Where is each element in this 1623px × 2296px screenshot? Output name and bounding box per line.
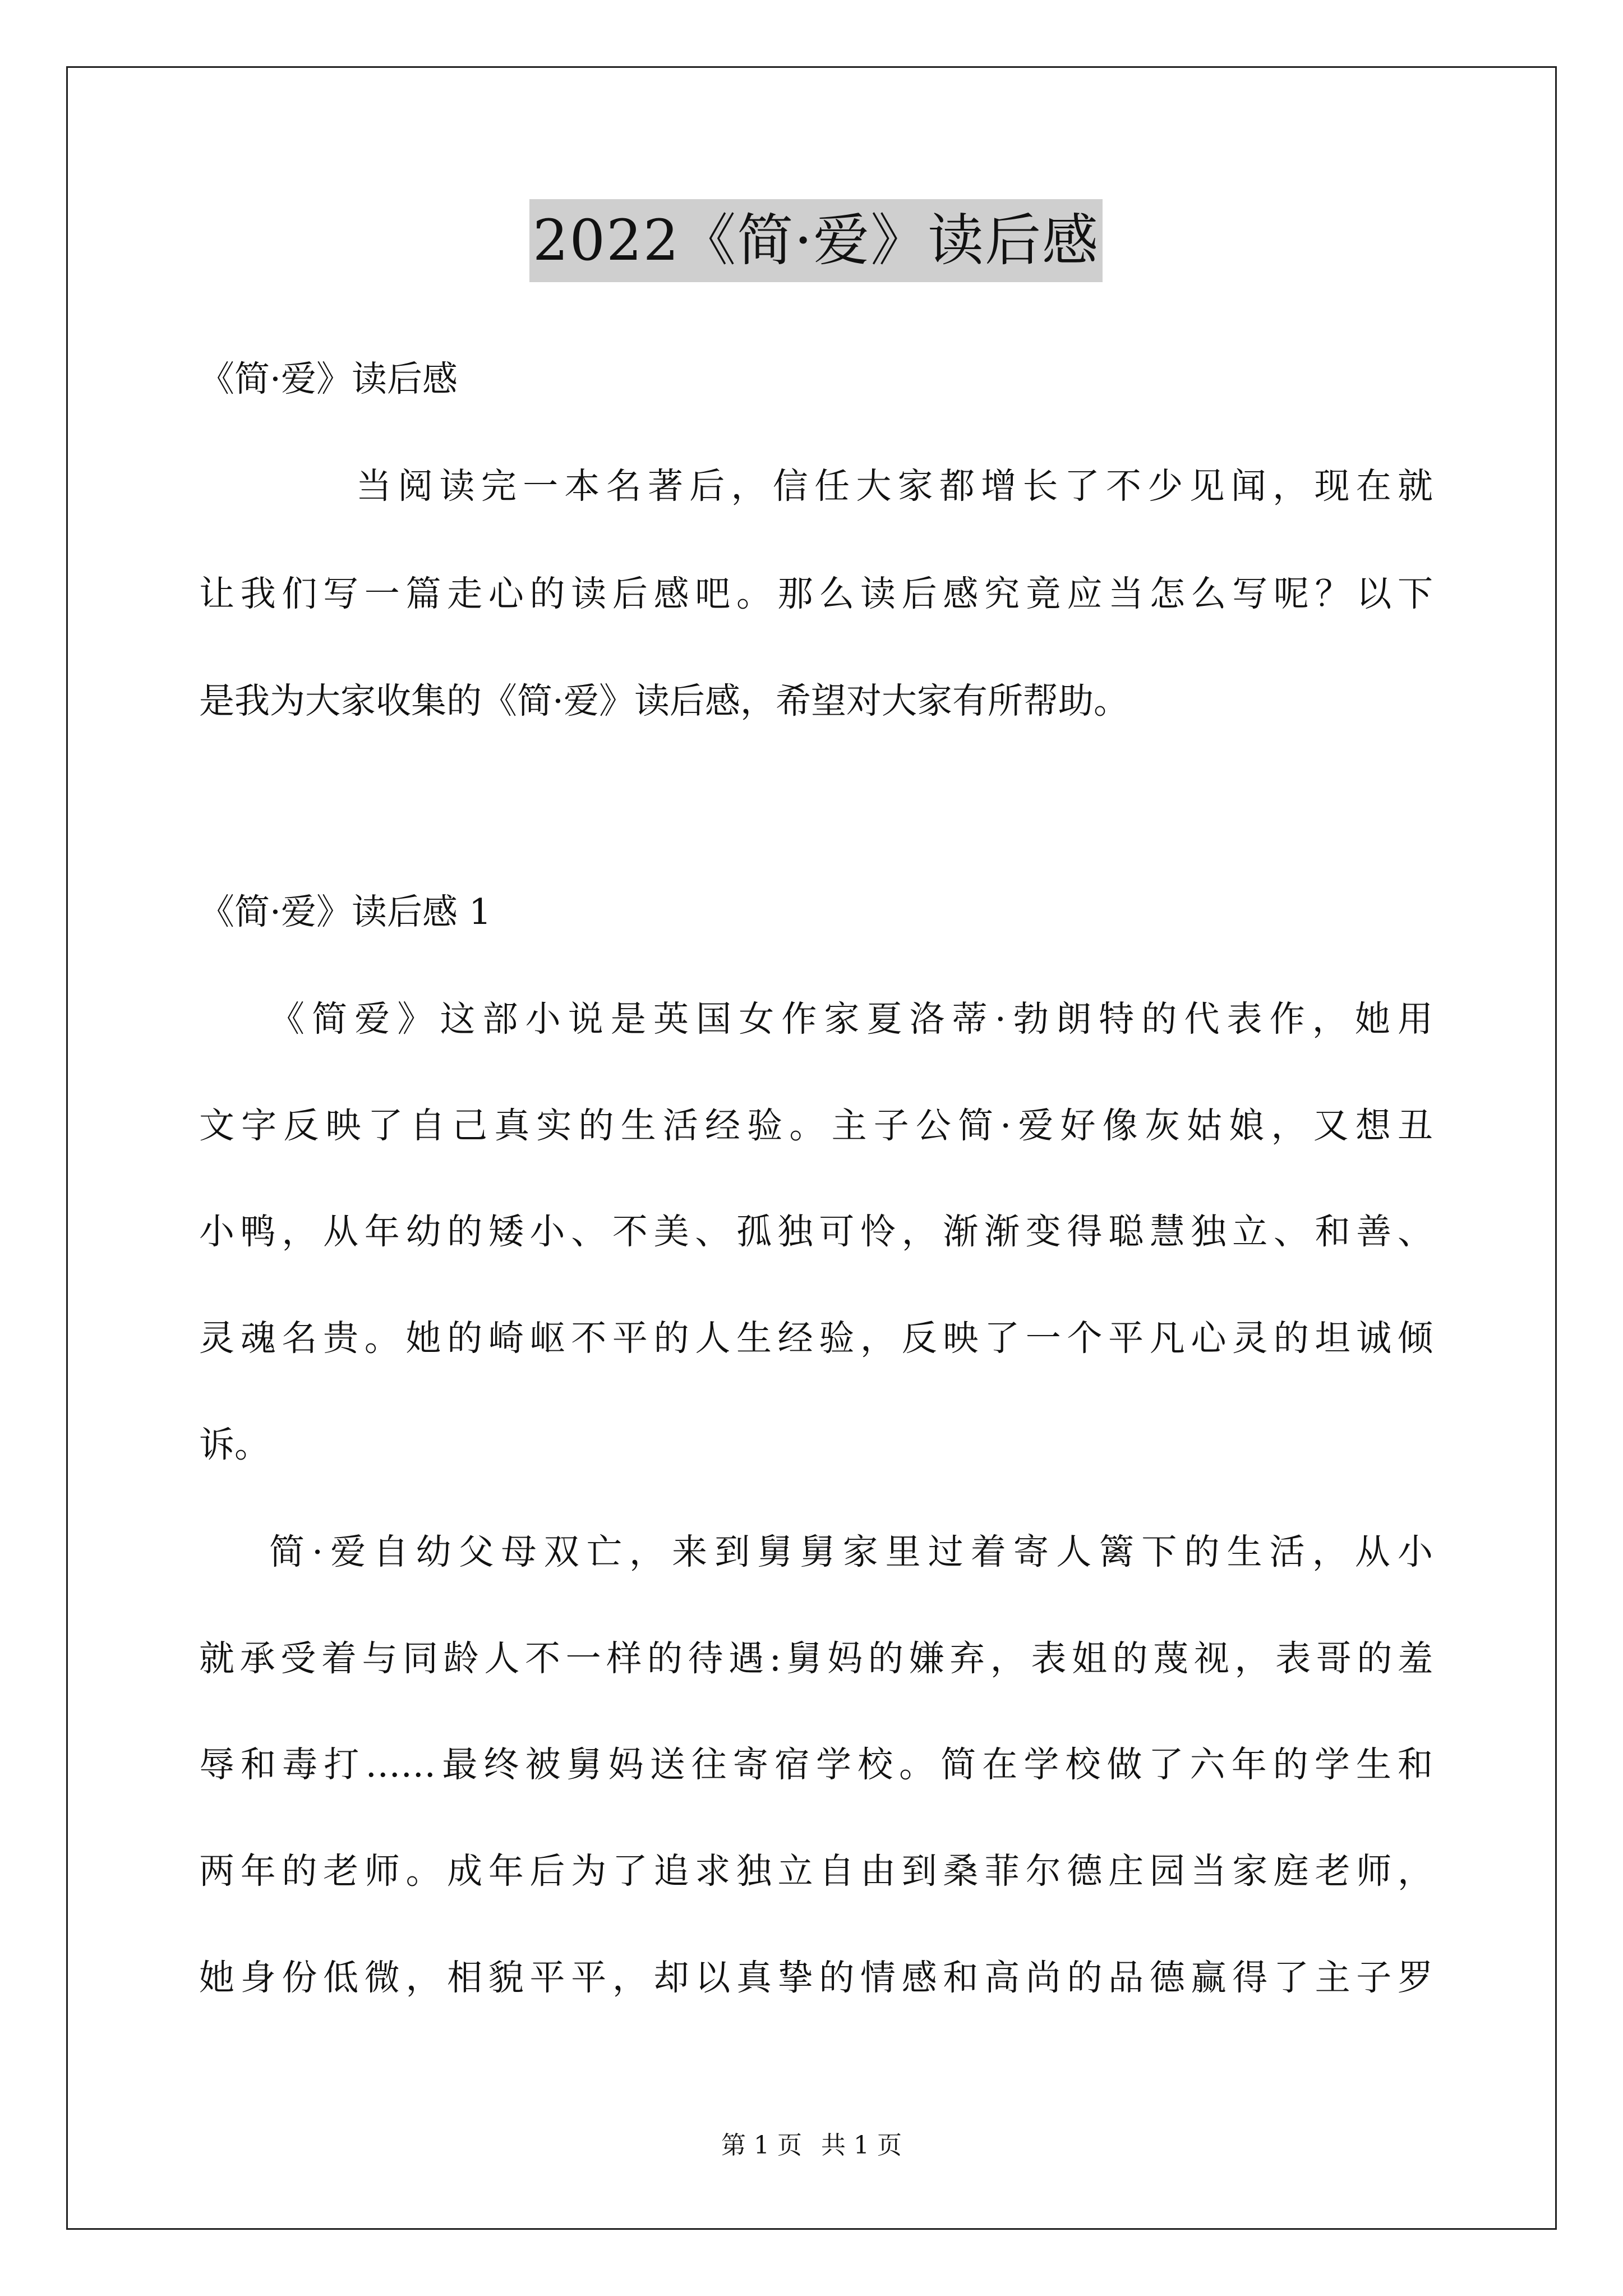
paragraph-line: 两年的老师。成年后为了追求独立自由到桑菲尔德庄园当家庭老师，: [199, 1851, 1433, 1892]
paragraph-line: 就承受着与同龄人不一样的待遇:舅妈的嫌弃，表姐的蔑视，表哥的羞: [199, 1638, 1433, 1679]
paragraph-line: 辱和毒打……最终被舅妈送往寄宿学校。简在学校做了六年的学生和: [199, 1744, 1433, 1785]
paragraph-line: 简·爱自幼父母双亡，来到舅舅家里过着寄人篱下的生活，从小: [269, 1531, 1433, 1572]
paragraph-line: 灵魂名贵。她的崎岖不平的人生经验，反映了一个平凡心灵的坦诚倾: [199, 1318, 1433, 1359]
document-title: 2022《简·爱》读后感: [529, 199, 1103, 282]
paragraph-line: 诉。: [199, 1424, 270, 1465]
paragraph-line: 文字反映了自己真实的生活经验。主子公简·爱好像灰姑娘，又想丑: [199, 1105, 1433, 1146]
intro-line: 让我们写一篇走心的读后感吧。那么读后感究竟应当怎么写呢？以下: [199, 573, 1433, 614]
intro-line: 当阅读完一本名著后，信任大家都增长了不少见闻，现在就: [356, 466, 1433, 507]
paragraph-line: 她身份低微，相貌平平，却以真挚的情感和高尚的品德赢得了主子罗: [199, 1957, 1433, 1998]
title-wrap: [199, 199, 1433, 282]
page-footer: [0, 2129, 1623, 2162]
paragraph-line: 小鸭，从年幼的矮小、不美、孤独可怜，渐渐变得聪慧独立、和善、: [199, 1211, 1433, 1252]
intro-line: 是我为大家收集的《简·爱》读后感，希望对大家有所帮助。: [199, 680, 1129, 721]
page-total: 共 1 页: [821, 2131, 902, 2160]
essay-heading: 《简·爱》读后感 1: [199, 891, 492, 932]
page-number: 第 1 页: [721, 2131, 802, 2160]
section-heading: 《简·爱》读后感: [199, 358, 458, 399]
paragraph-line: 《简爱》这部小说是英国女作家夏洛蒂·勃朗特的代表作，她用: [269, 999, 1433, 1039]
